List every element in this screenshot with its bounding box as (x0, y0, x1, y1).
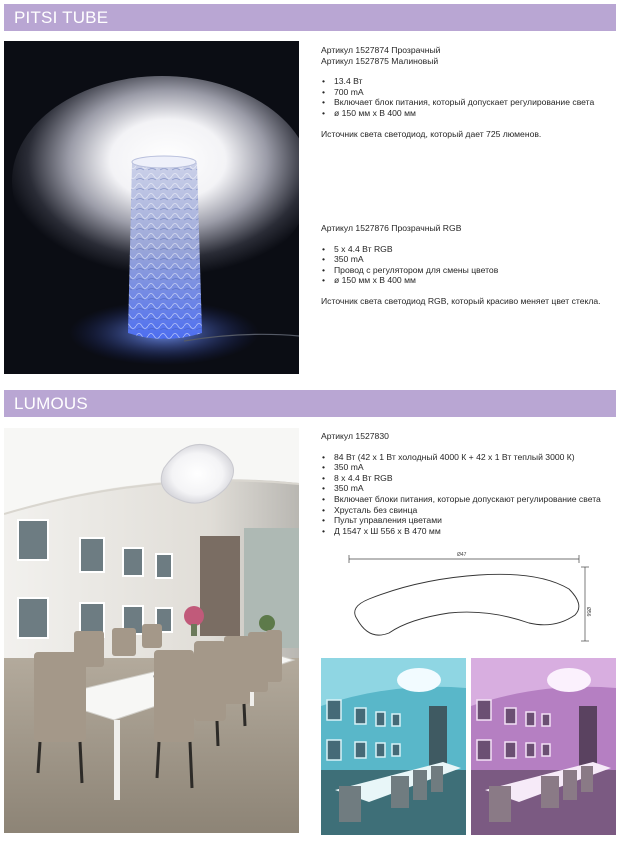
light-source-note: Источник света светодиод, который дает 725 люменов. (321, 128, 542, 139)
spec-item: • 350 mA (321, 254, 616, 265)
article-line: Артикул 1527875 Малиновый (321, 55, 439, 66)
lumous-product (321, 431, 616, 536)
height-dimension-label: Ø56 (585, 607, 591, 617)
spec-list (321, 452, 616, 537)
lumous-rgb-pink-photo (471, 658, 616, 835)
spec-item: • ø 150 мм х В 400 мм (321, 275, 616, 286)
pitsi-tube-product-1 (321, 45, 616, 139)
spec-item: • 700 mA (321, 87, 616, 98)
spec-item: • Д 1547 х Ш 556 х В 470 мм (321, 526, 616, 537)
light-source-note: Источник света светодиод RGB, который красиво меняет цвет стекла. (321, 295, 601, 306)
spec-item: • 5 х 4.4 Вт RGB (321, 244, 616, 255)
section-title-lumous: LUMOUS (4, 390, 616, 417)
spec-list (321, 76, 616, 118)
spec-item: • Включает блоки питания, которые допускают регулирование света (321, 494, 616, 505)
spec-item: • 8 x 4.4 Вт RGB (321, 473, 616, 484)
pitsi-tube-product-2 (321, 223, 616, 307)
spec-item: • 350 mA (321, 483, 616, 494)
section-title-pitsi-tube: PITSI TUBE (4, 4, 616, 31)
article-line: Артикул 1527830 (321, 431, 389, 441)
article-line: Артикул 1527874 Прозрачный (321, 45, 441, 55)
spec-item: • Хрусталь без свинца (321, 505, 616, 516)
spec-item: • 350 mA (321, 462, 616, 473)
spec-list (321, 244, 616, 286)
lumous-rgb-cyan-photo (321, 658, 466, 835)
spec-item: • ø 150 мм х В 400 мм (321, 108, 616, 119)
lumous-technical-drawing (329, 549, 605, 649)
spec-item: • 13.4 Вт (321, 76, 616, 87)
lumous-dining-room-photo (4, 428, 299, 833)
spec-item: • 84 Вт (42 х 1 Вт холодный 4000 К + 42 х 1 Вт теплый 3000 К) (321, 452, 616, 463)
article-line: Артикул 1527876 Прозрачный RGB (321, 223, 462, 233)
width-dimension-label: Ø47 (457, 552, 467, 558)
pitsi-tube-lamp-photo (4, 41, 299, 374)
spec-item: • Пульт управления цветами (321, 515, 616, 526)
spec-item: • Провод с регулятором для смены цветов (321, 265, 616, 276)
spec-item: • Включает блок питания, который допускает регулирование света (321, 97, 616, 108)
